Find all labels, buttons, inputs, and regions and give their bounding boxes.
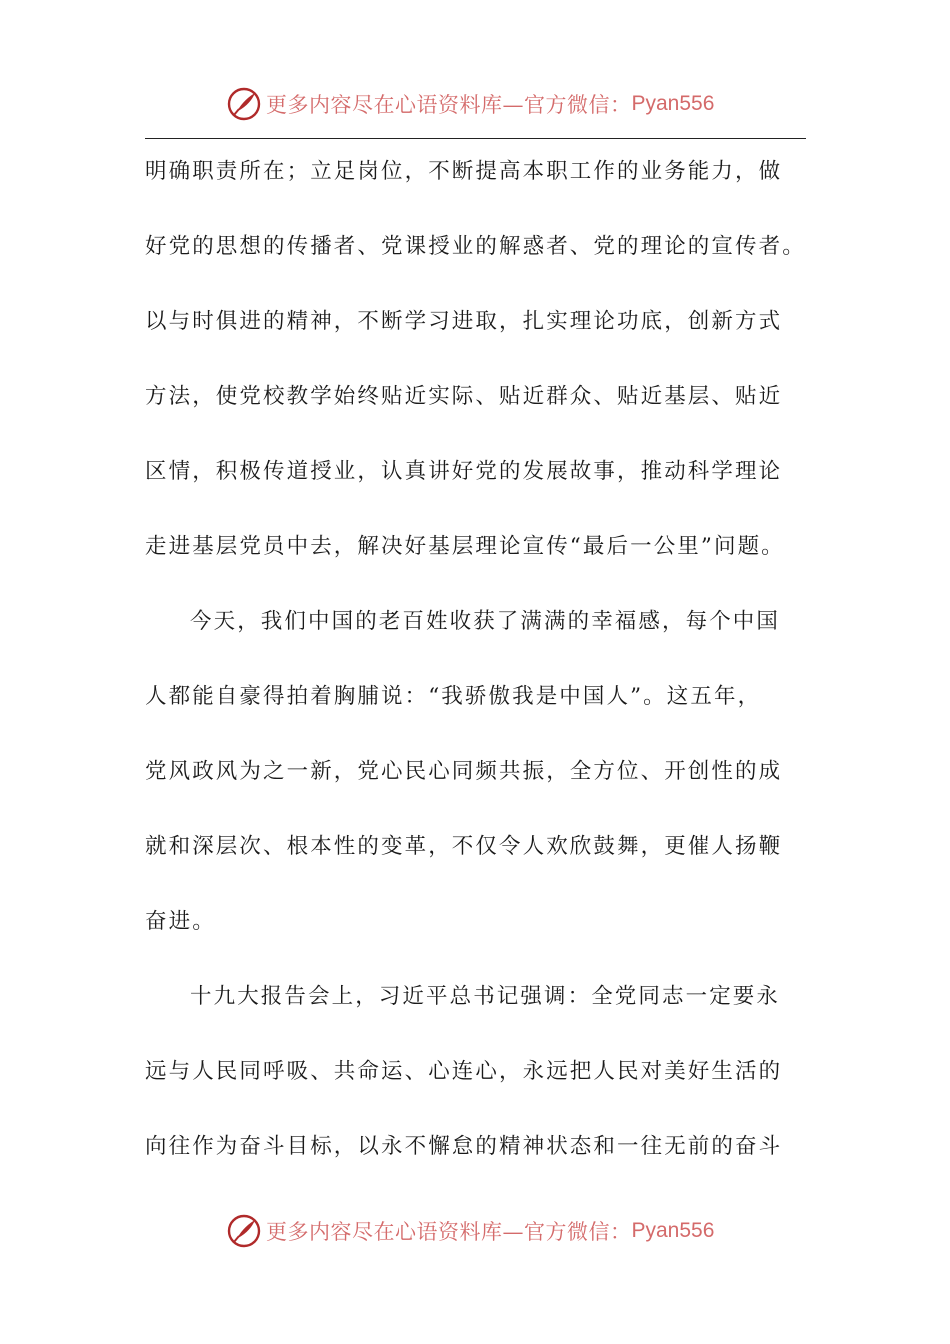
footer-banner-text: 更多内容尽在心语资料库—官方微信： <box>266 1220 632 1244</box>
text-line: 区情，积极传道授业，认真讲好党的发展故事，推动科学理论 <box>145 459 783 484</box>
header-banner <box>226 84 714 124</box>
paragraph-start-line: 十九大报告会上，习近平总书记强调：全党同志一定要永 <box>190 984 781 1009</box>
paragraph-start-line: 今天，我们中国的老百姓收获了满满的幸福感，每个中国 <box>190 609 781 634</box>
text-line: 向往作为奋斗目标，以永不懈怠的精神状态和一往无前的奋斗 <box>145 1134 783 1159</box>
header-divider <box>145 138 806 139</box>
text-line: 好党的思想的传播者、党课授业的解惑者、党的理论的宣传者。 <box>145 234 806 259</box>
text-line: 远与人民同呼吸、共命运、心连心，永远把人民对美好生活的 <box>145 1059 783 1084</box>
text-line: 人都能自豪得拍着胸脯说：“我骄傲我是中国人”。这五年， <box>145 684 762 709</box>
header-wechat-id: Pyan556 <box>631 92 715 115</box>
text-line: 方法，使党校教学始终贴近实际、贴近群众、贴近基层、贴近 <box>145 384 783 409</box>
text-line: 走进基层党员中去，解决好基层理论宣传“最后一公里”问题。 <box>145 534 785 559</box>
text-line: 党风政风为之一新，党心民心同频共振，全方位、开创性的成 <box>145 759 783 784</box>
quill-pen-icon <box>226 1213 262 1249</box>
footer-banner <box>226 1211 714 1251</box>
header-banner-text: 更多内容尽在心语资料库—官方微信： <box>266 93 632 117</box>
text-line: 奋进。 <box>145 909 216 934</box>
text-line: 明确职责所在；立足岗位，不断提高本职工作的业务能力，做 <box>145 159 783 184</box>
footer-wechat-id: Pyan556 <box>631 1219 715 1242</box>
text-line: 以与时俱进的精神，不断学习进取，扎实理论功底，创新方式 <box>145 309 783 334</box>
text-line: 就和深层次、根本性的变革，不仅令人欢欣鼓舞，更催人扬鞭 <box>145 834 783 859</box>
quill-pen-icon <box>226 86 262 122</box>
document-body <box>145 152 817 1202</box>
